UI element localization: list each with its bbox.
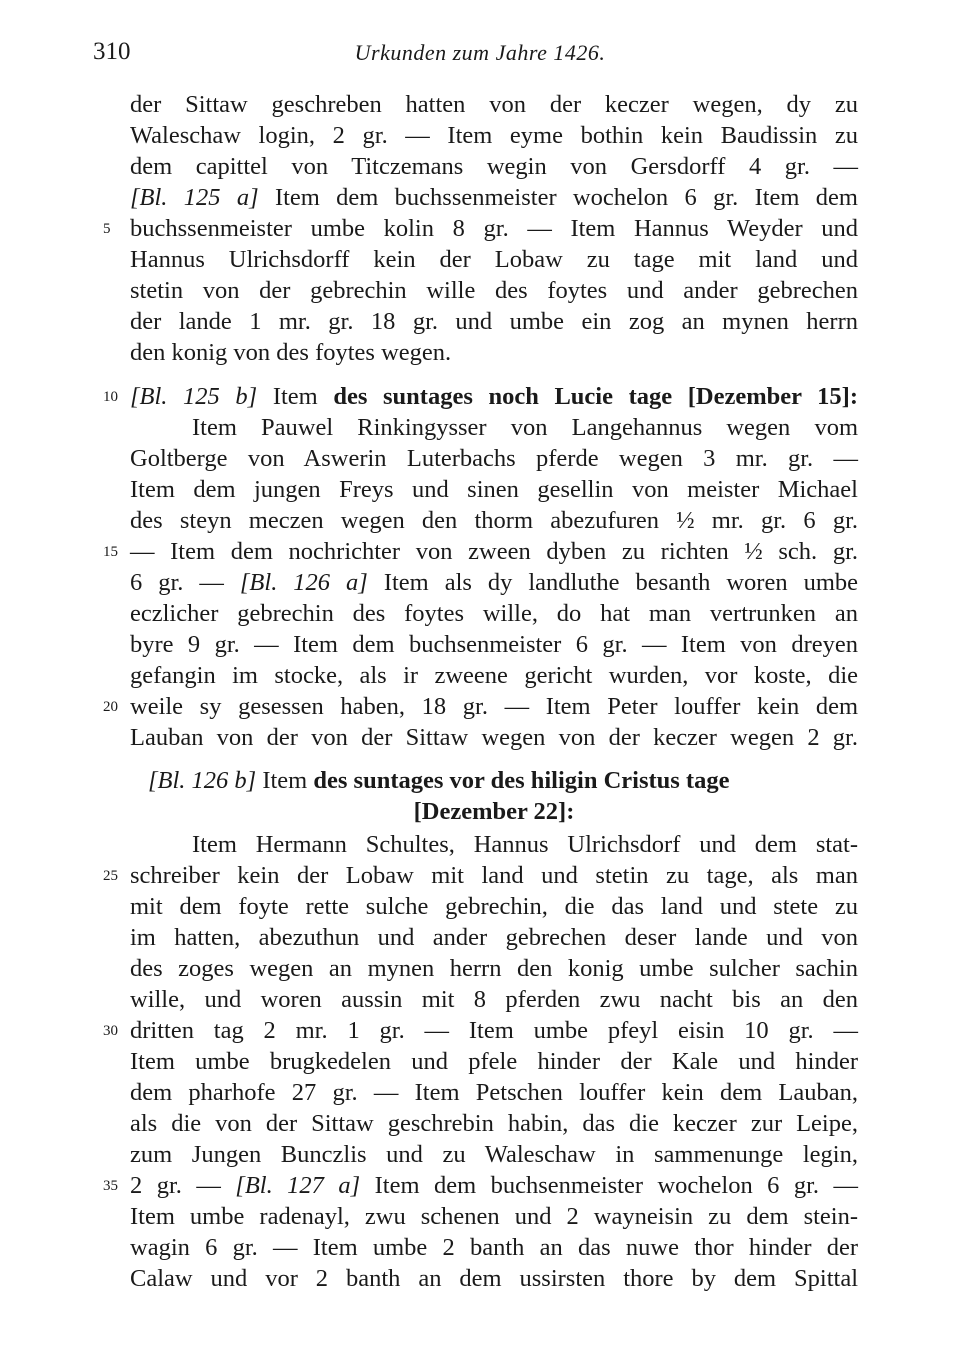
line-text: den konig von des foytes wegen. (130, 339, 452, 366)
text-line (130, 1109, 858, 1139)
text-line (192, 830, 858, 860)
line-text: eczlicher gebrechin des foytes wille, do hat man vertrunken an (130, 600, 858, 627)
line-text: Item dem buchsenmeister wochelon 6 gr. — (360, 1172, 858, 1199)
line-text: Item dem buchssenmeister wochelon 6 gr. Item dem (258, 184, 858, 211)
line-text: dem capittel von Titczemans wegin von Gersdorff 4 gr. — (130, 153, 858, 180)
folio-reference: [Bl. 126 b] (148, 767, 257, 794)
line-text: der Sittaw geschreben hatten von der keczer wegen, dy zu (130, 91, 858, 118)
line-text: mit dem foyte rette sulche gebrechin, die das land und stete zu (130, 893, 858, 920)
text-line (130, 985, 858, 1015)
line-text: 2 gr. — (130, 1172, 236, 1199)
line-number: 15 (103, 544, 118, 560)
line-text: des zoges wegen an mynen herrn den konig umbe sulcher sachin (130, 955, 858, 982)
text-line (130, 892, 858, 922)
line-text: des steyn meczen wegen den thorm abezufuren ½ mr. gr. 6 gr. (130, 507, 858, 534)
folio-reference: [Bl. 125 a] (130, 184, 259, 211)
text-line (130, 475, 858, 505)
line-text: Calaw und vor 2 banth an dem ussirsten thore by dem Spittal (130, 1265, 858, 1292)
text-line (130, 183, 858, 213)
text-line (130, 1171, 858, 1201)
text-line (130, 245, 858, 275)
line-text: Item als dy landluthe besanth woren umbe (367, 569, 858, 596)
line-number: 5 (103, 221, 111, 237)
folio-reference: [Bl. 125 b] (130, 383, 258, 410)
line-text: wille, und woren aussin mit 8 pferden zwu nacht bis an den (130, 986, 858, 1013)
text-line (130, 338, 858, 368)
line-text: Item dem jungen Freys und sinen gesellin von meister Michael (130, 476, 858, 503)
line-text: wagin 6 gr. — Item umbe 2 banth an das nuwe thor hinder der (130, 1234, 858, 1261)
text-line (130, 1264, 858, 1294)
text-line (130, 276, 858, 306)
text-line (130, 382, 858, 412)
line-text: stetin von der gebrechin wille des foytes und ander gebrechen (130, 277, 858, 304)
line-text: byre 9 gr. — Item dem buchsenmeister 6 gr. — Item von dreyen (130, 631, 858, 658)
section-heading-text: des suntages vor des hiligin Cristus tage (313, 767, 730, 794)
text-line (130, 1202, 858, 1232)
line-number: 30 (103, 1023, 118, 1039)
text-line (130, 1140, 858, 1170)
line-text: Goltberge von Aswerin Luterbachs pferde wegen 3 mr. gr. — (130, 445, 858, 472)
line-text: Item umbe radenayl, zwu schenen und 2 wayneisin zu dem stein- (130, 1203, 858, 1230)
text-line (130, 923, 858, 953)
line-text: der lande 1 mr. gr. 18 gr. und umbe ein zog an mynen herrn (130, 308, 858, 335)
text-line (130, 152, 858, 182)
section-heading-text: [Dezember 22]: (413, 798, 575, 825)
line-text: Waleschaw login, 2 gr. — Item eyme bothin kein Baudissin zu (130, 122, 858, 149)
text-line (130, 1047, 858, 1077)
line-text: Item Pauwel Rinkingysser von Langehannus wegen vom (192, 414, 858, 441)
text-line (130, 214, 858, 244)
page-number: 310 (93, 38, 131, 65)
text-line (130, 1233, 858, 1263)
running-title: Urkunden zum Jahre 1426. (354, 40, 606, 65)
text-line (130, 630, 858, 660)
text-line (130, 954, 858, 984)
line-text: Item (257, 383, 334, 410)
text-line (148, 766, 858, 796)
line-text: Item Hermann Schultes, Hannus Ulrichsdorf und dem stat- (192, 831, 858, 858)
text-line (130, 568, 858, 598)
line-number: 35 (103, 1178, 118, 1194)
text-line (130, 861, 858, 891)
line-text: Item umbe brugkedelen und pfele hinder der Kale und hinder (130, 1048, 858, 1075)
text-line (130, 506, 858, 536)
line-text: dritten tag 2 mr. 1 gr. — Item umbe pfeyl eisin 10 gr. — (130, 1017, 858, 1044)
text-line (130, 723, 858, 753)
text-line (130, 599, 858, 629)
line-text: Lauban von der von der Sittaw wegen von der keczer wegen 2 gr. (130, 724, 858, 751)
text-line (130, 121, 858, 151)
text-line (130, 1078, 858, 1108)
folio-reference: [Bl. 127 a] (235, 1172, 361, 1199)
line-number: 25 (103, 868, 118, 884)
text-line (130, 307, 858, 337)
line-text: buchssenmeister umbe kolin 8 gr. — Item Hannus Weyder und (130, 215, 858, 242)
text-line (130, 1016, 858, 1046)
line-text: zum Jungen Bunczlis und zu Waleschaw in sammenunge legin, (130, 1141, 858, 1168)
line-text: Hannus Ulrichsdorff kein der Lobaw zu tage mit land und (130, 246, 858, 273)
line-text: schreiber kein der Lobaw mit land und stetin zu tage, als man (130, 862, 858, 889)
line-number: 10 (103, 389, 118, 405)
line-text: — Item dem nochrichter von zween dyben zu richten ½ sch. gr. (130, 538, 858, 565)
text-line (130, 537, 858, 567)
line-text: dem pharhofe 27 gr. — Item Petschen louffer kein dem Lauban, (130, 1079, 858, 1106)
line-text: Item (256, 767, 314, 794)
text-line (130, 444, 858, 474)
text-line (130, 797, 858, 827)
folio-reference: [Bl. 126 a] (239, 569, 368, 596)
line-text: 6 gr. — (130, 569, 240, 596)
line-text: als die von der Sittaw geschrebin habin, das die keczer zur Leipe, (130, 1110, 858, 1137)
text-line (130, 692, 858, 722)
text-line (192, 413, 858, 443)
section-heading-text: des suntages noch Lucie tage [Dezember 15]: (333, 383, 858, 410)
line-number: 20 (103, 699, 118, 715)
text-line (130, 661, 858, 691)
line-text: im hatten, abezuthun und ander gebrechen deser lande und von (130, 924, 858, 951)
text-line (130, 90, 858, 120)
line-text: gefangin im stocke, als ir zweene gericht wurden, vor koste, die (130, 662, 858, 689)
line-text: weile sy gesessen haben, 18 gr. — Item Peter louffer kein dem (130, 693, 858, 720)
